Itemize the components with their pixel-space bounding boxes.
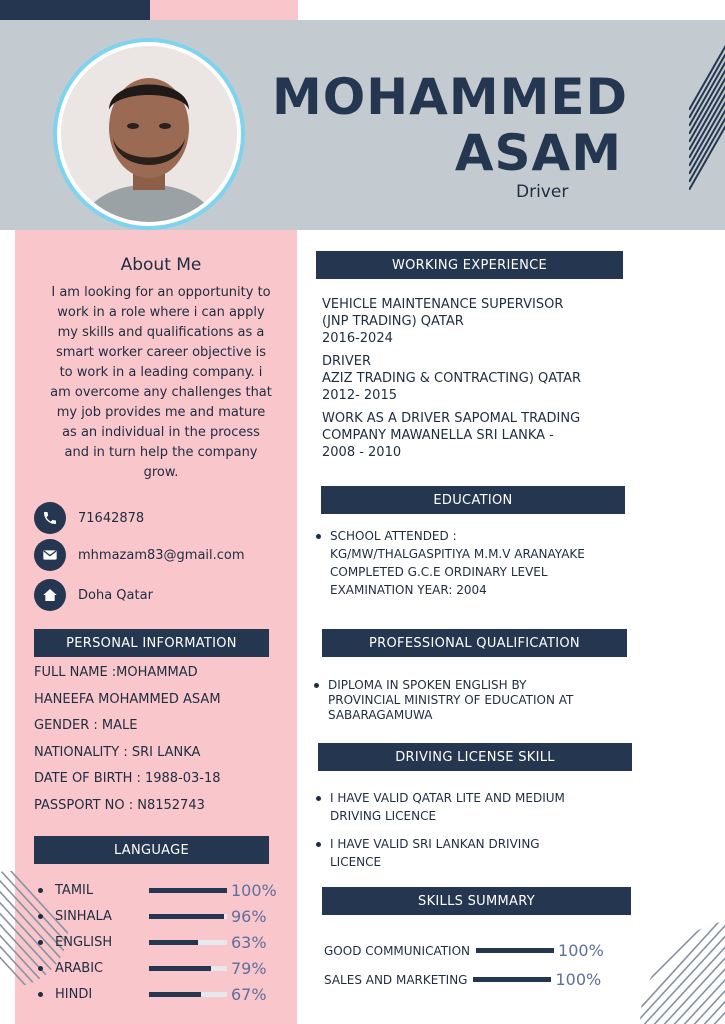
skill-bar <box>473 977 551 982</box>
contact-location <box>34 579 153 611</box>
language-bar <box>149 888 227 893</box>
driving-license-heading: DRIVING LICENSE SKILL <box>318 743 632 771</box>
skill-item <box>324 970 601 989</box>
qualification-line: SABARAGAMUWA <box>328 708 433 722</box>
professional-qualification-heading: PROFESSIONAL QUALIFICATION <box>322 629 627 657</box>
bullet <box>316 842 321 847</box>
language-item <box>38 958 278 978</box>
experience-line: DRIVER <box>322 354 372 369</box>
qualification-line: DIPLOMA IN SPOKEN ENGLISH BY <box>328 678 527 692</box>
language-percent: 79% <box>231 958 267 978</box>
language-item <box>38 906 278 926</box>
personal-info-line: GENDER : MALE <box>34 718 138 733</box>
language-item <box>38 932 278 952</box>
education-heading: EDUCATION <box>321 486 625 514</box>
language-bar <box>149 914 227 919</box>
bullet <box>38 940 43 945</box>
experience-line: COMPANY MAWANELLA SRI LANKA - <box>322 428 554 443</box>
bullet <box>316 796 321 801</box>
experience-entry <box>322 410 642 461</box>
bullet <box>38 992 43 997</box>
skill-percent: 100% <box>555 970 602 989</box>
license-line: I HAVE VALID QATAR LITE AND MEDIUM <box>330 791 565 805</box>
first-name: MOHAMMED <box>272 68 628 126</box>
language-percent: 63% <box>231 932 267 952</box>
personal-info-line: DATE OF BIRTH : 1988-03-18 <box>34 771 221 786</box>
language-percent: 100% <box>231 880 277 900</box>
job-title: Driver <box>516 182 569 202</box>
language-bar <box>149 992 227 997</box>
education-item <box>330 527 630 599</box>
skill-item <box>324 941 604 960</box>
language-percent: 96% <box>231 906 267 926</box>
envelope-icon <box>34 539 66 571</box>
working-experience-heading: WORKING EXPERIENCE <box>316 251 623 279</box>
skill-name: SALES AND MARKETING <box>324 972 468 987</box>
language-bar-fill <box>149 914 224 919</box>
language-bar-fill <box>149 966 211 971</box>
language-item <box>38 880 278 900</box>
about-title: About Me <box>120 255 202 275</box>
language-name: ENGLISH <box>55 934 113 950</box>
skill-percent: 100% <box>558 941 604 960</box>
language-name: SINHALA <box>55 908 112 924</box>
education-line: COMPLETED G.C.E ORDINARY LEVEL <box>330 565 548 579</box>
contact-phone <box>34 502 144 534</box>
language-name: ARABIC <box>55 960 104 976</box>
license-line: DRIVING LICENCE <box>330 809 437 823</box>
profile-photo <box>61 46 237 222</box>
personal-information-heading: PERSONAL INFORMATION <box>34 629 269 657</box>
contact-email <box>34 539 245 571</box>
about-text: I am looking for an opportunity to work in a role where i can apply my skills and qualifications as a smart worker career objective is to work in a leading company. i am overcome any challenges that my job provides me and mature as an individual in the process and in turn help the company grow. <box>50 285 272 480</box>
experience-entry <box>322 353 642 404</box>
last-name: ASAM <box>454 124 622 182</box>
person-portrait-icon <box>61 46 237 222</box>
pink-top-strip <box>150 0 298 20</box>
personal-info-line: HANEEFA MOHAMMED ASAM <box>34 692 221 707</box>
bullet <box>38 914 43 919</box>
bullet <box>38 966 43 971</box>
experience-line: 2012- 2015 <box>322 388 397 403</box>
language-name: TAMIL <box>55 882 94 898</box>
language-heading: LANGUAGE <box>34 836 269 864</box>
language-bar-fill <box>149 940 198 945</box>
language-bar-fill <box>149 992 201 997</box>
language-bar <box>149 966 227 971</box>
personal-info-line: PASSPORT NO : N8152743 <box>34 798 205 813</box>
experience-line: 2016-2024 <box>322 331 393 346</box>
experience-line: WORK AS A DRIVER SAPOMAL TRADING <box>322 411 581 426</box>
personal-info-line: NATIONALITY : SRI LANKA <box>34 745 201 760</box>
bullet <box>38 888 43 893</box>
phone-number: 71642878 <box>78 510 145 526</box>
qualification-item <box>328 678 628 723</box>
personal-info-line: FULL NAME :MOHAMMAD <box>34 665 198 680</box>
language-item <box>38 984 278 1004</box>
experience-entry <box>322 296 642 347</box>
skills-summary-heading: SKILLS SUMMARY <box>322 887 631 915</box>
email-address: mhmazam83@gmail.com <box>78 547 245 563</box>
skill-bar <box>476 948 554 953</box>
language-bar <box>149 940 227 945</box>
license-item <box>330 835 630 871</box>
home-icon <box>34 579 66 611</box>
skill-name: GOOD COMMUNICATION <box>324 943 471 958</box>
qualification-line: PROVINCIAL MINISTRY OF EDUCATION AT <box>328 693 574 707</box>
language-bar-fill <box>149 888 227 893</box>
profile-photo-frame <box>53 38 245 230</box>
striped-circle-decoration-bottom-right <box>635 904 725 1024</box>
bullet <box>314 683 319 688</box>
education-line: KG/MW/THALGASPITIYA M.M.V ARANAYAKE <box>330 547 585 561</box>
bullet <box>316 534 321 539</box>
education-line: SCHOOL ATTENDED : <box>330 529 457 543</box>
experience-line: AZIZ TRADING & CONTRACTING) QATAR <box>322 371 582 386</box>
experience-line: (JNP TRADING) QATAR <box>322 314 464 329</box>
experience-line: VEHICLE MAINTENANCE SUPERVISOR <box>322 297 564 312</box>
language-percent: 67% <box>231 984 267 1004</box>
license-line: I HAVE VALID SRI LANKAN DRIVING <box>330 837 540 851</box>
phone-icon <box>34 502 66 534</box>
experience-line: 2008 - 2010 <box>322 445 402 460</box>
education-line: EXAMINATION YEAR: 2004 <box>330 583 487 597</box>
license-item <box>330 789 630 825</box>
striped-circle-decoration-top <box>689 40 725 190</box>
location: Doha Qatar <box>78 587 153 603</box>
language-name: HINDI <box>55 986 93 1002</box>
license-line: LICENCE <box>330 855 382 869</box>
